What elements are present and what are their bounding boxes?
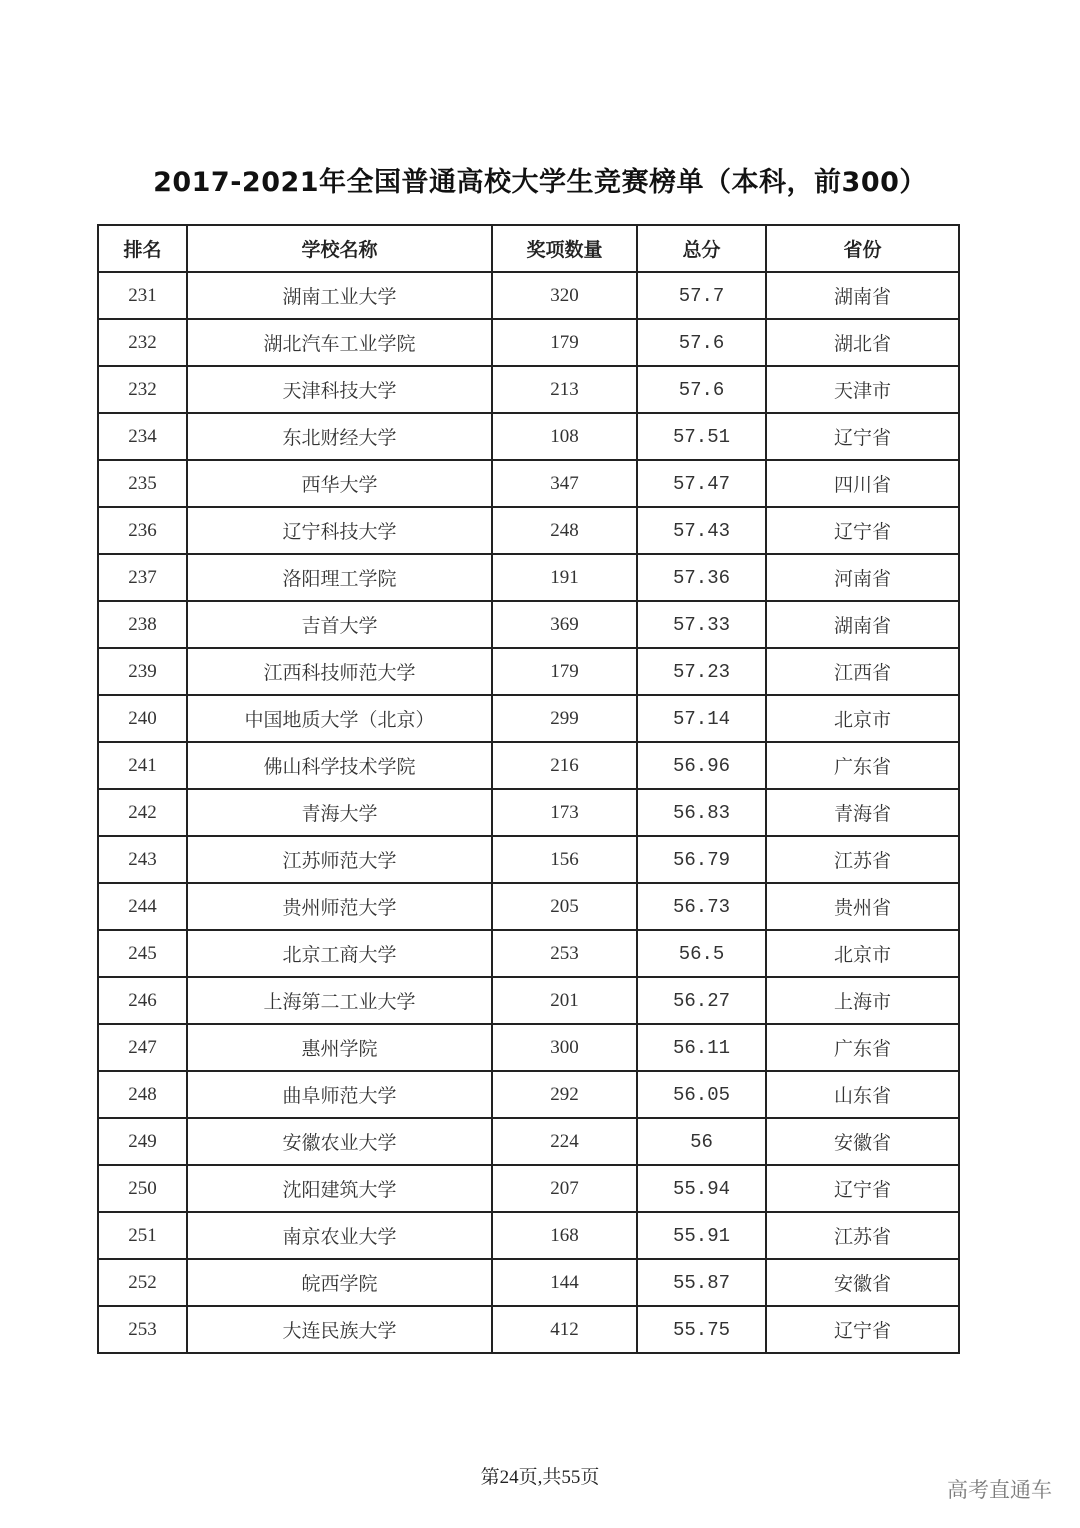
cell-awards: 205 — [492, 883, 637, 930]
cell-province: 广东省 — [766, 1024, 959, 1071]
cell-score: 56.5 — [637, 930, 766, 977]
cell-score: 56.27 — [637, 977, 766, 1024]
cell-school: 洛阳理工学院 — [187, 554, 492, 601]
cell-score: 56.11 — [637, 1024, 766, 1071]
table-row — [98, 1212, 959, 1259]
cell-rank: 249 — [98, 1118, 187, 1165]
cell-awards: 168 — [492, 1212, 637, 1259]
cell-province: 四川省 — [766, 460, 959, 507]
cell-province: 贵州省 — [766, 883, 959, 930]
cell-rank: 253 — [98, 1306, 187, 1353]
cell-province: 辽宁省 — [766, 1306, 959, 1353]
cell-score: 55.75 — [637, 1306, 766, 1353]
cell-awards: 300 — [492, 1024, 637, 1071]
cell-school: 惠州学院 — [187, 1024, 492, 1071]
cell-rank: 236 — [98, 507, 187, 554]
cell-rank: 244 — [98, 883, 187, 930]
page-indicator: 第24页,共55页 — [480, 1467, 600, 1488]
table-row — [98, 272, 959, 319]
cell-province: 山东省 — [766, 1071, 959, 1118]
cell-province: 安徽省 — [766, 1118, 959, 1165]
cell-awards: 179 — [492, 319, 637, 366]
cell-rank: 237 — [98, 554, 187, 601]
cell-province: 辽宁省 — [766, 413, 959, 460]
cell-rank: 241 — [98, 742, 187, 789]
table-header-row — [98, 225, 959, 272]
table-row — [98, 460, 959, 507]
cell-awards: 248 — [492, 507, 637, 554]
cell-awards: 299 — [492, 695, 637, 742]
cell-province: 江苏省 — [766, 836, 959, 883]
cell-score: 56 — [637, 1118, 766, 1165]
cell-rank: 235 — [98, 460, 187, 507]
cell-awards: 412 — [492, 1306, 637, 1353]
page-title: 2017-2021年全国普通高校大学生竞赛榜单（本科，前300） — [153, 167, 927, 198]
cell-province: 广东省 — [766, 742, 959, 789]
cell-rank: 248 — [98, 1071, 187, 1118]
cell-awards: 108 — [492, 413, 637, 460]
cell-province: 辽宁省 — [766, 1165, 959, 1212]
cell-rank: 231 — [98, 272, 187, 319]
header-province: 省份 — [766, 225, 959, 272]
table-row — [98, 319, 959, 366]
cell-province: 湖北省 — [766, 319, 959, 366]
cell-score: 57.51 — [637, 413, 766, 460]
cell-score: 55.94 — [637, 1165, 766, 1212]
cell-school: 湖北汽车工业学院 — [187, 319, 492, 366]
cell-school: 天津科技大学 — [187, 366, 492, 413]
cell-score: 57.23 — [637, 648, 766, 695]
cell-awards: 156 — [492, 836, 637, 883]
cell-rank: 250 — [98, 1165, 187, 1212]
cell-province: 江苏省 — [766, 1212, 959, 1259]
cell-rank: 247 — [98, 1024, 187, 1071]
table-row — [98, 1259, 959, 1306]
cell-awards: 292 — [492, 1071, 637, 1118]
table-row — [98, 601, 959, 648]
table-row — [98, 366, 959, 413]
table-row — [98, 977, 959, 1024]
table-row — [98, 1306, 959, 1353]
cell-province: 江西省 — [766, 648, 959, 695]
cell-score: 57.47 — [637, 460, 766, 507]
cell-awards: 173 — [492, 789, 637, 836]
cell-school: 上海第二工业大学 — [187, 977, 492, 1024]
cell-rank: 246 — [98, 977, 187, 1024]
cell-awards: 191 — [492, 554, 637, 601]
header-rank: 排名 — [98, 225, 187, 272]
cell-province: 安徽省 — [766, 1259, 959, 1306]
cell-province: 湖南省 — [766, 272, 959, 319]
cell-school: 安徽农业大学 — [187, 1118, 492, 1165]
cell-rank: 234 — [98, 413, 187, 460]
ranking-table — [97, 224, 960, 1354]
table-row — [98, 413, 959, 460]
cell-rank: 251 — [98, 1212, 187, 1259]
cell-score: 55.91 — [637, 1212, 766, 1259]
cell-score: 57.7 — [637, 272, 766, 319]
cell-school: 沈阳建筑大学 — [187, 1165, 492, 1212]
table-row — [98, 836, 959, 883]
cell-rank: 242 — [98, 789, 187, 836]
cell-awards: 216 — [492, 742, 637, 789]
table-row — [98, 789, 959, 836]
cell-score: 56.83 — [637, 789, 766, 836]
cell-school: 西华大学 — [187, 460, 492, 507]
watermark: 高考直通车 — [947, 1478, 1052, 1502]
cell-rank: 240 — [98, 695, 187, 742]
cell-school: 辽宁科技大学 — [187, 507, 492, 554]
cell-school: 贵州师范大学 — [187, 883, 492, 930]
cell-province: 北京市 — [766, 695, 959, 742]
cell-rank: 238 — [98, 601, 187, 648]
table-row — [98, 695, 959, 742]
cell-school: 东北财经大学 — [187, 413, 492, 460]
cell-rank: 252 — [98, 1259, 187, 1306]
cell-province: 湖南省 — [766, 601, 959, 648]
cell-province: 上海市 — [766, 977, 959, 1024]
cell-awards: 213 — [492, 366, 637, 413]
cell-score: 57.6 — [637, 319, 766, 366]
cell-school: 江苏师范大学 — [187, 836, 492, 883]
table-row — [98, 742, 959, 789]
cell-province: 河南省 — [766, 554, 959, 601]
cell-score: 57.43 — [637, 507, 766, 554]
table-row — [98, 1165, 959, 1212]
cell-awards: 347 — [492, 460, 637, 507]
cell-score: 56.79 — [637, 836, 766, 883]
cell-score: 57.36 — [637, 554, 766, 601]
cell-school: 江西科技师范大学 — [187, 648, 492, 695]
cell-school: 中国地质大学（北京） — [187, 695, 492, 742]
cell-awards: 179 — [492, 648, 637, 695]
cell-rank: 245 — [98, 930, 187, 977]
cell-awards: 144 — [492, 1259, 637, 1306]
cell-province: 辽宁省 — [766, 507, 959, 554]
table-row — [98, 883, 959, 930]
table-row — [98, 507, 959, 554]
cell-score: 56.96 — [637, 742, 766, 789]
cell-score: 56.73 — [637, 883, 766, 930]
cell-awards: 369 — [492, 601, 637, 648]
cell-awards: 207 — [492, 1165, 637, 1212]
cell-school: 南京农业大学 — [187, 1212, 492, 1259]
table-row — [98, 1024, 959, 1071]
cell-awards: 201 — [492, 977, 637, 1024]
cell-school: 佛山科学技术学院 — [187, 742, 492, 789]
cell-province: 青海省 — [766, 789, 959, 836]
cell-rank: 239 — [98, 648, 187, 695]
cell-rank: 232 — [98, 366, 187, 413]
cell-score: 56.05 — [637, 1071, 766, 1118]
header-score: 总分 — [637, 225, 766, 272]
table-row — [98, 1071, 959, 1118]
header-school: 学校名称 — [187, 225, 492, 272]
table-row — [98, 930, 959, 977]
cell-awards: 224 — [492, 1118, 637, 1165]
cell-school: 北京工商大学 — [187, 930, 492, 977]
cell-school: 湖南工业大学 — [187, 272, 492, 319]
cell-school: 青海大学 — [187, 789, 492, 836]
cell-score: 57.14 — [637, 695, 766, 742]
cell-province: 北京市 — [766, 930, 959, 977]
cell-score: 57.6 — [637, 366, 766, 413]
cell-score: 57.33 — [637, 601, 766, 648]
table-body — [98, 272, 959, 1353]
table-row — [98, 1118, 959, 1165]
cell-province: 天津市 — [766, 366, 959, 413]
cell-awards: 253 — [492, 930, 637, 977]
cell-score: 55.87 — [637, 1259, 766, 1306]
cell-school: 皖西学院 — [187, 1259, 492, 1306]
table-row — [98, 648, 959, 695]
cell-rank: 243 — [98, 836, 187, 883]
cell-school: 曲阜师范大学 — [187, 1071, 492, 1118]
cell-school: 吉首大学 — [187, 601, 492, 648]
header-awards: 奖项数量 — [492, 225, 637, 272]
cell-awards: 320 — [492, 272, 637, 319]
cell-rank: 232 — [98, 319, 187, 366]
table-row — [98, 554, 959, 601]
cell-school: 大连民族大学 — [187, 1306, 492, 1353]
